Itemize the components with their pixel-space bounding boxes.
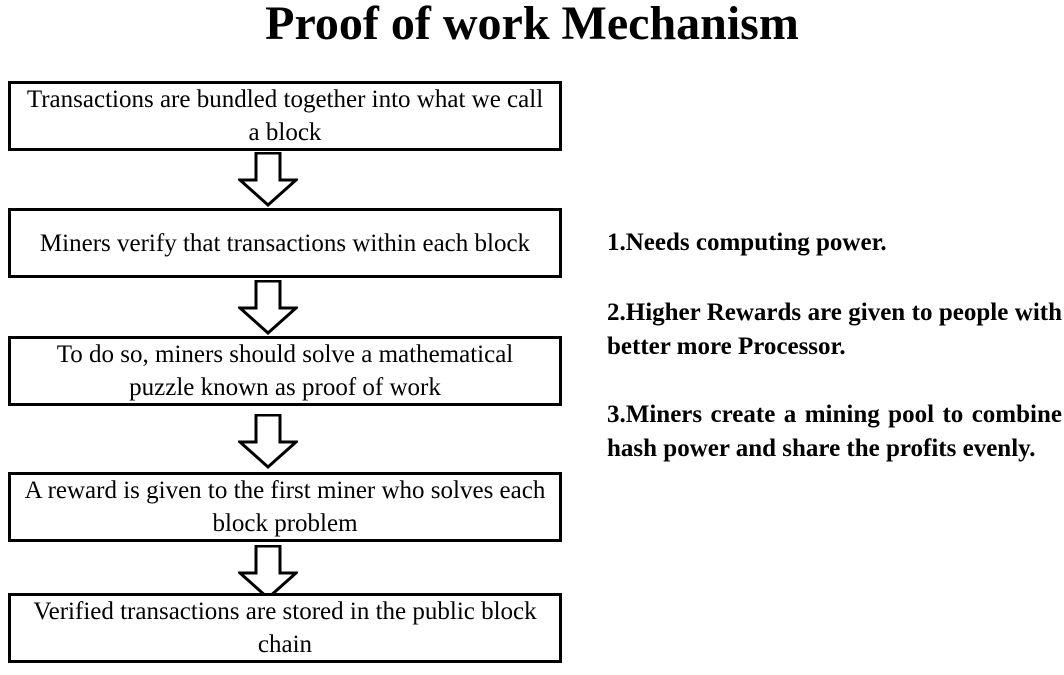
step-box-2: [8, 208, 562, 278]
down-arrow-icon: [238, 545, 298, 600]
note-item-2: 2.Higher Rewards are given to people with better more Processor.: [607, 299, 1062, 360]
down-arrow-icon: [238, 414, 298, 469]
diagram-title: Proof of work Mechanism: [265, 0, 799, 50]
step-box-3: [8, 336, 562, 406]
note-item-1: 1.Needs computing power.: [607, 229, 887, 256]
step-text: To do so, miners should solve a mathematical puzzle known as proof of work: [56, 341, 514, 401]
step-box-1: [8, 81, 562, 151]
step-text: A reward is given to the first miner who solves each block problem: [24, 477, 546, 537]
step-text: Verified transactions are stored in the public block chain: [33, 598, 537, 658]
down-arrow-icon: [238, 152, 298, 207]
notes-list: [607, 226, 1062, 466]
note-item-3: 3.Miners create a mining pool to combine hash power and share the profits evenly.: [607, 401, 1062, 462]
step-text: Miners verify that transactions within each block: [39, 229, 531, 257]
step-box-4: [8, 472, 562, 542]
down-arrow-icon: [238, 280, 298, 335]
step-text: Transactions are bundled together into what we call a block: [26, 86, 544, 146]
step-box-5: [8, 593, 562, 663]
